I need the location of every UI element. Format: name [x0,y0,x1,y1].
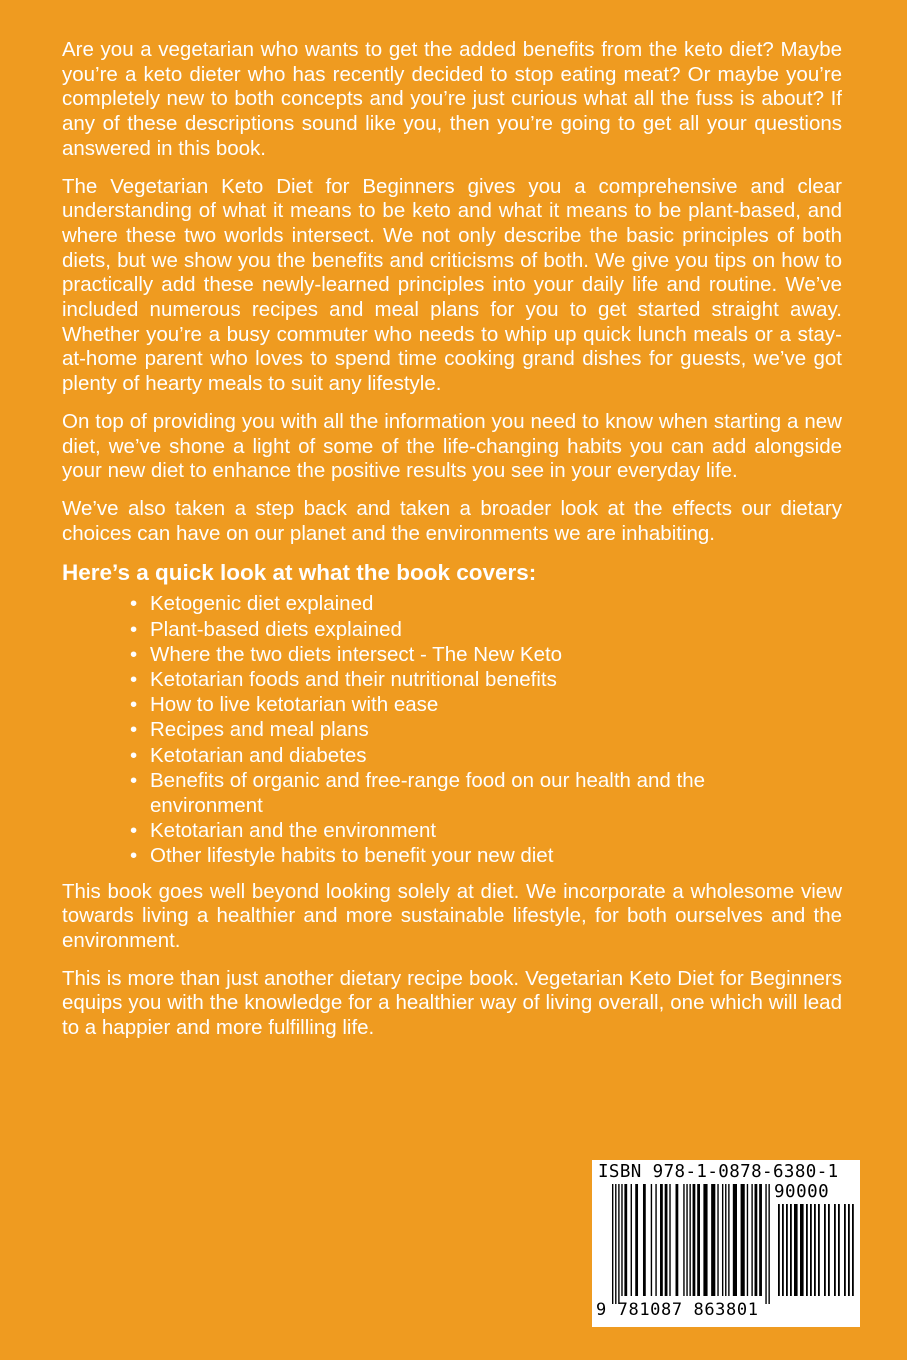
barcode-bar [722,1184,723,1296]
barcode-bar [800,1204,804,1296]
bullet-icon: • [130,819,138,843]
bullet-icon: • [130,718,138,742]
barcode-bar [725,1184,726,1296]
barcode-bar [852,1204,854,1296]
barcode-bar [665,1184,668,1296]
barcode-bar [624,1184,627,1296]
intro-paragraph: Are you a vegetarian who wants to get the added benefits from the keto diet? Maybe you’re a keto dieter who has recently decided to stop eating meat? Or maybe you’re completely new to both concepts and you’re just curious what all the fuss is about? If any of these descriptions sound like you, then you’re going to get all your questions answered in this book. [62,38,842,160]
barcode-bar [615,1184,616,1304]
barcode-bar [806,1204,808,1296]
barcode-bar [824,1204,826,1296]
barcode-bar [782,1204,784,1296]
barcode-bar [794,1204,798,1296]
barcode-bar [697,1184,700,1296]
list-item: • Plant-based diets explained [130,617,402,641]
isbn-label: ISBN 978-1-0878-6380-1 [598,1162,839,1182]
habits-paragraph: On top of providing you with all the information you need to know when starting a new diet, we’ve shone a light of some of the life-changing habits you can add alongside your new diet to enhance the positive results you see in your everyday life. [62,409,842,483]
barcode-bar [717,1184,718,1296]
bullet-icon: • [130,844,138,868]
bullet-icon: • [130,592,138,616]
barcode-bar [786,1204,788,1296]
barcode-bar [768,1184,769,1304]
barcode-bar [621,1184,622,1296]
barcode-bar [848,1204,850,1296]
barcode-bar [618,1184,619,1304]
barcode-bar [810,1204,812,1296]
barcode-bar [660,1184,663,1296]
barcode-bar [828,1204,830,1296]
environment-paragraph: We’ve also taken a step back and taken a broader look at the effects our dietary choices can have on our planet and the environments we are inhabiting. [62,496,842,545]
barcode-bar [686,1184,687,1296]
barcode-bar [790,1204,792,1296]
barcode-bar [834,1204,836,1296]
barcode-bar [612,1184,613,1304]
bullet-icon: • [130,743,138,767]
barcode-bar [759,1184,762,1296]
barcode-bar [844,1204,846,1296]
barcode-bar [728,1184,729,1296]
barcode-bar [703,1184,707,1296]
barcode-bar [631,1184,632,1296]
barcode-bar [711,1184,715,1296]
isbn-barcode [592,1160,860,1327]
bullet-icon: • [130,768,138,792]
barcode-bar [751,1184,752,1296]
list-item: • Where the two diets intersect - The New Keto [130,642,563,666]
barcode-bar [733,1184,737,1296]
barcode-bar [651,1184,652,1296]
barcode-bar [635,1184,638,1296]
barcode-bar [669,1184,670,1296]
barcode-bar [747,1184,748,1296]
barcode-bar [693,1184,696,1296]
barcode-bar [818,1204,820,1296]
closing-paragraph: This is more than just another dietary recipe book. Vegetarian Keto Diet for Beginners equips you with the knowledge for a healthier way of living overall, one which will lead to a happier and more fulfilling life. [62,966,842,1040]
bullet-icon: • [130,693,138,717]
list-item: • Ketotarian and the environment [130,819,437,843]
barcode-bar [755,1184,758,1296]
ean-digits: 9 781087 863801 [596,1300,759,1320]
bullet-icon: • [130,667,138,691]
beyond-diet-paragraph: This book goes well beyond looking solely at diet. We incorporate a wholesome view towards living a healthier and more sustainable lifestyle, for both ourselves and the environment. [62,879,842,952]
back-cover-text [62,38,842,1054]
barcode-bar [689,1184,690,1296]
barcode-bar [765,1184,766,1304]
bullet-icon: • [130,617,138,641]
barcode-bar [676,1184,679,1296]
bullet-icon: • [130,642,138,666]
barcode-bar [778,1204,780,1296]
list-item: • Ketotarian and diabetes [130,743,367,767]
price-code: 90000 [774,1182,830,1202]
list-item: • Recipes and meal plans [130,718,369,742]
overview-paragraph: The Vegetarian Keto Diet for Beginners gives you a comprehensive and clear understanding of what it means to be keto and what it means to be plant-based, and where these two worlds intersect. We not only describe the basic principles of both diets, but we show you the benefits and criticisms of both. We give you tips on how to practically add these newly-learned principles into your daily life and routine. We’ve included numerous recipes and meal plans for you to get started straight away. Whether you’re a busy commuter who needs to whip up quick lunch meals or a stay-at-home parent who loves to spend time cooking grand dishes for guests, we’ve got plenty of hearty meals to suit any lifestyle. [62,174,842,396]
barcode-bar [643,1184,646,1296]
covers-heading: Here’s a quick look at what the book covers: [62,560,537,586]
covers-list [62,591,842,868]
barcode-bar [838,1204,840,1296]
list-item: • Benefits of organic and free-range food on our health and the environment [130,768,706,817]
barcode-bar [814,1204,816,1296]
list-item: • Other lifestyle habits to benefit your new diet [130,844,554,868]
list-item: • Ketotarian foods and their nutritional benefits [130,667,557,691]
list-item: • How to live ketotarian with ease [130,693,439,717]
barcode-bar [655,1184,656,1296]
barcode-bar [741,1184,745,1296]
list-item: • Ketogenic diet explained [130,592,374,616]
barcode-bar [683,1184,684,1296]
